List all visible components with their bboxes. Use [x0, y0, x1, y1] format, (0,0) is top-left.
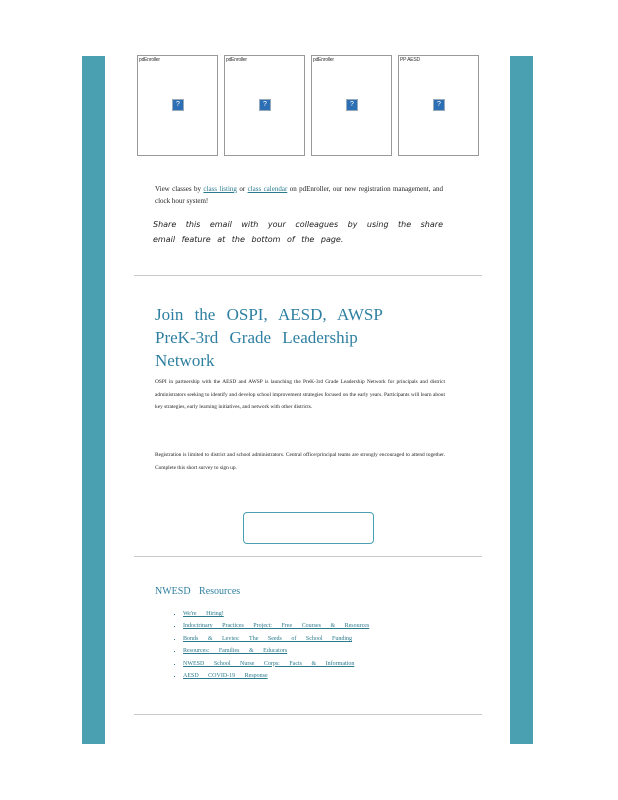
thumbnail-row	[137, 55, 481, 156]
network-description: OSPI in partnership with the AESD and AWSP is launching the PreK-3rd Grade Leadership Network for principals and district administrators seeking to identify and develop school improvement strategies focused on the early years. Participants will learn about key strategies, early learning initiatives, and network with other districts.	[155, 379, 445, 410]
list-item	[183, 633, 369, 645]
thumbnail-card[interactable]	[311, 55, 392, 156]
share-note: Share this email with your colleagues by using the share email feature at the bottom of the page.	[153, 220, 443, 244]
list-item	[183, 658, 369, 670]
list-item	[183, 670, 369, 682]
intro-text-after: on pdEnroller, our new registration management, and clock hour system!	[155, 185, 443, 205]
thumbnail-caption: pdEnroller	[226, 57, 247, 63]
resource-link[interactable]: Bonds & Levies: The Seeds of School Funding	[183, 635, 353, 642]
thumbnail-caption: pdEnroller	[139, 57, 160, 63]
email-content	[105, 0, 510, 800]
network-registration: Registration is limited to district and school administrators. Central office/principal teams are strongly encouraged to attend together. Complete this short survey to sign up.	[155, 452, 445, 471]
broken-image-icon: ?	[172, 99, 184, 111]
class-listing-link[interactable]: class listing	[203, 185, 237, 193]
right-side-bar	[510, 56, 533, 744]
network-title: Join the OSPI, AESD, AWSP PreK-3rd Grade Leadership Network	[155, 305, 383, 370]
thumbnail-caption: pdEnroller	[313, 57, 334, 63]
list-item	[183, 645, 369, 657]
resource-link[interactable]: AESD COVID-19 Response	[183, 673, 268, 680]
resource-link[interactable]: Resources: Families & Educators	[183, 648, 288, 655]
thumbnail-card[interactable]	[398, 55, 479, 156]
divider	[134, 556, 482, 557]
resources-list	[171, 608, 369, 682]
intro-or: or	[239, 185, 246, 193]
intro-text: View classes by	[155, 185, 201, 193]
thumbnail-card[interactable]	[224, 55, 305, 156]
signup-button[interactable]	[243, 512, 374, 544]
list-item	[183, 608, 369, 620]
list-item	[183, 620, 369, 632]
broken-image-icon: ?	[433, 99, 445, 111]
divider	[134, 275, 482, 276]
left-side-bar	[82, 56, 105, 744]
broken-image-icon: ?	[259, 99, 271, 111]
resource-link[interactable]: NWESD School Nurse Corps: Facts & Information	[183, 660, 355, 667]
thumbnail-card[interactable]	[137, 55, 218, 156]
resources-heading: NWESD Resources	[155, 586, 241, 597]
divider	[134, 714, 482, 715]
resource-link[interactable]: Indoctrinary Practices Project: Free Courses & Resources	[183, 623, 370, 630]
resource-link[interactable]: We're Hiring!	[183, 611, 224, 617]
thumbnail-caption: PP AESD	[400, 57, 420, 63]
class-listing-paragraph	[155, 183, 443, 207]
class-calendar-link[interactable]: class calendar	[247, 185, 288, 193]
broken-image-icon: ?	[346, 99, 358, 111]
